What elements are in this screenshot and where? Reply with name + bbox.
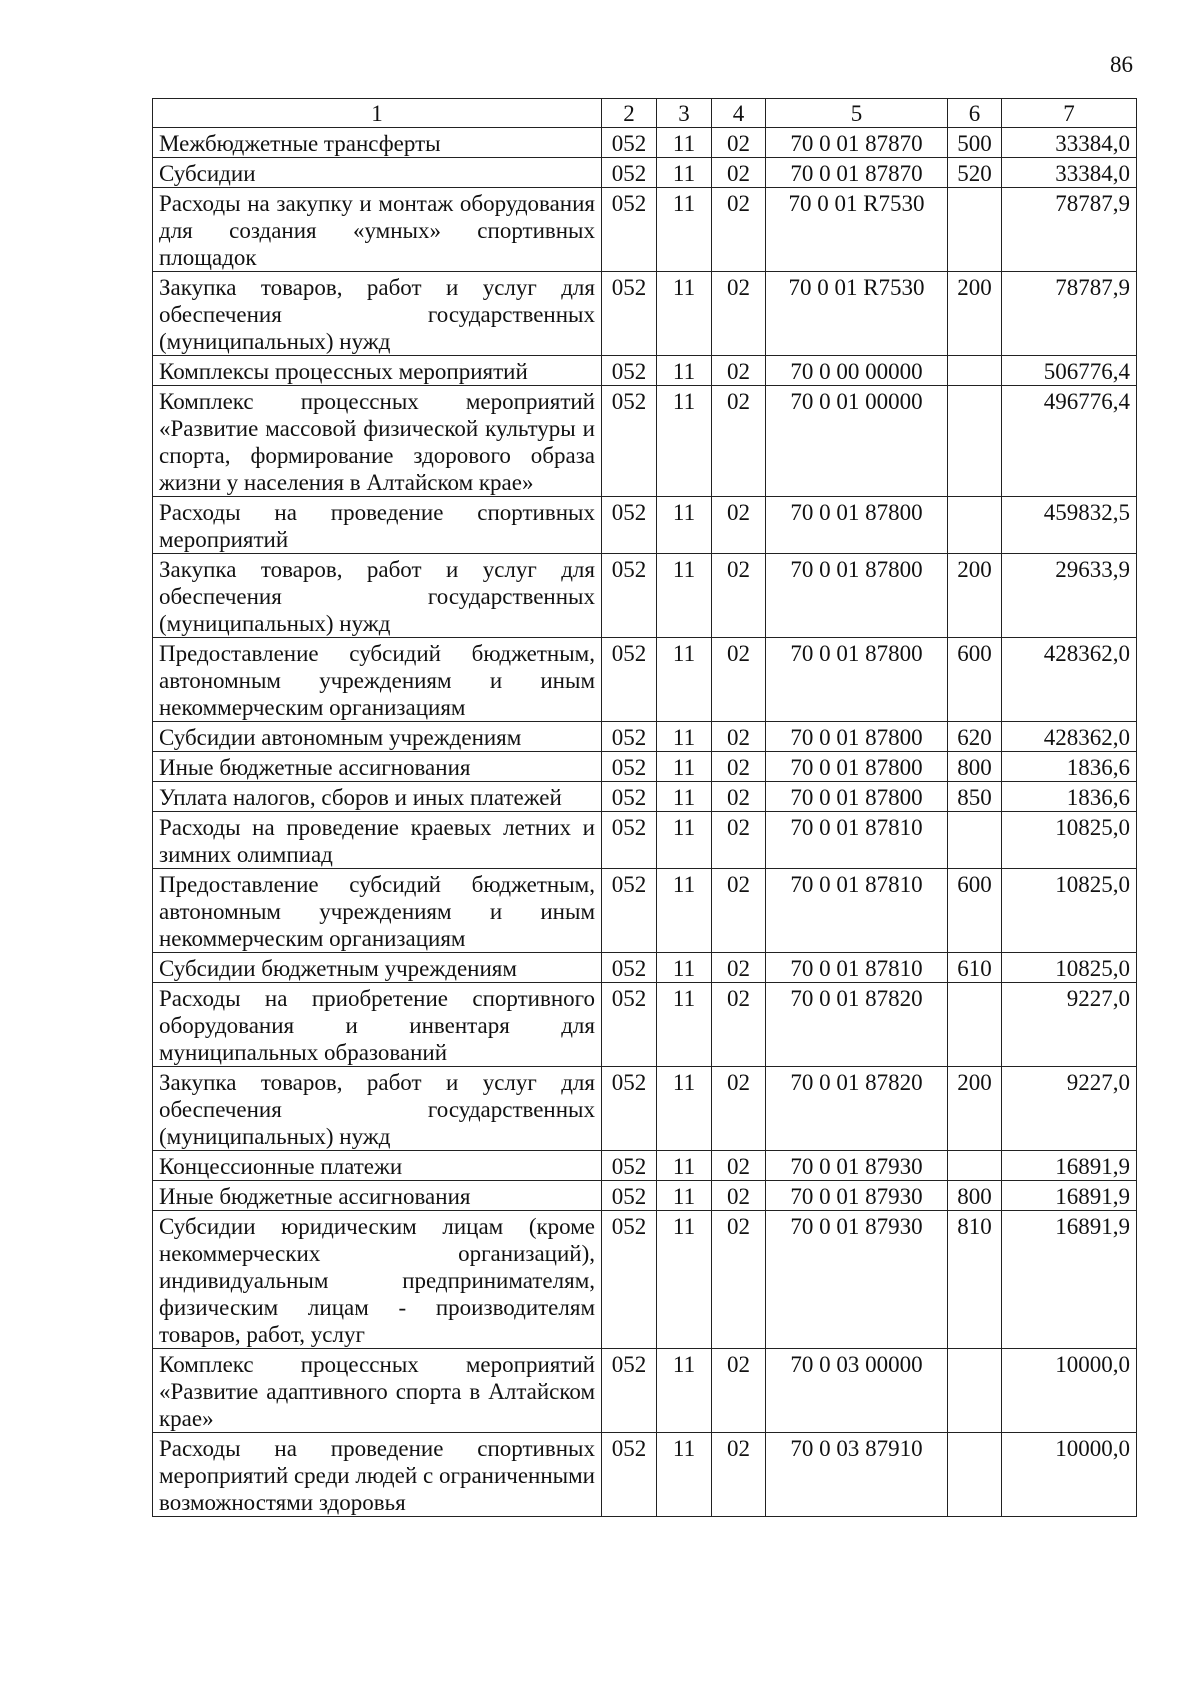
cell-subsection: 02: [712, 638, 766, 722]
cell-subsection: 02: [712, 812, 766, 869]
cell-admin-code: 052: [602, 1067, 657, 1151]
table-row: [153, 497, 1137, 554]
cell-target-code: 70 0 01 87870: [766, 158, 948, 188]
cell-amount: 428362,0: [1002, 638, 1137, 722]
cell-expense-type: [948, 497, 1002, 554]
table-row: [153, 983, 1137, 1067]
cell-subsection: 02: [712, 722, 766, 752]
cell-subsection: 02: [712, 1067, 766, 1151]
table-row: [153, 752, 1137, 782]
cell-amount: 459832,5: [1002, 497, 1137, 554]
cell-subsection: 02: [712, 983, 766, 1067]
cell-target-code: 70 0 00 00000: [766, 356, 948, 386]
cell-section: 11: [657, 554, 712, 638]
cell-subsection: 02: [712, 356, 766, 386]
cell-amount: 33384,0: [1002, 128, 1137, 158]
cell-target-code: 70 0 01 87930: [766, 1211, 948, 1349]
cell-expense-type: [948, 1433, 1002, 1517]
cell-subsection: 02: [712, 1151, 766, 1181]
cell-section: 11: [657, 188, 712, 272]
cell-amount: 506776,4: [1002, 356, 1137, 386]
cell-section: 11: [657, 983, 712, 1067]
cell-target-code: 70 0 01 87930: [766, 1181, 948, 1211]
cell-expense-type: [948, 983, 1002, 1067]
table-row: [153, 638, 1137, 722]
cell-name: Межбюджетные трансферты: [153, 128, 602, 158]
cell-amount: 428362,0: [1002, 722, 1137, 752]
table-row: [153, 386, 1137, 497]
table-row: [153, 1067, 1137, 1151]
cell-expense-type: [948, 812, 1002, 869]
cell-admin-code: 052: [602, 983, 657, 1067]
cell-subsection: 02: [712, 953, 766, 983]
cell-name: Расходы на проведение краевых летних и зимних олимпиад: [153, 812, 602, 869]
cell-section: 11: [657, 953, 712, 983]
cell-admin-code: 052: [602, 272, 657, 356]
cell-name: Комплекс процессных мероприятий «Развитие массовой физической культуры и спорта, формирование здорового образа жизни у населения в Алтайском крае»: [153, 386, 602, 497]
cell-target-code: 70 0 01 87800: [766, 782, 948, 812]
table-body: [153, 128, 1137, 1517]
cell-name: Субсидии бюджетным учреждениям: [153, 953, 602, 983]
cell-target-code: 70 0 01 87810: [766, 869, 948, 953]
cell-admin-code: 052: [602, 782, 657, 812]
cell-subsection: 02: [712, 782, 766, 812]
table-row: [153, 158, 1137, 188]
cell-expense-type: 810: [948, 1211, 1002, 1349]
cell-name: Субсидии юридическим лицам (кроме некоммерческих организаций), индивидуальным предпринимателям, физическим лицам - производителям товаров, работ, услуг: [153, 1211, 602, 1349]
cell-amount: 9227,0: [1002, 983, 1137, 1067]
page-number: 86: [1110, 52, 1133, 77]
cell-section: 11: [657, 1181, 712, 1211]
cell-target-code: 70 0 01 87870: [766, 128, 948, 158]
cell-admin-code: 052: [602, 1151, 657, 1181]
cell-subsection: 02: [712, 1349, 766, 1433]
cell-target-code: 70 0 01 00000: [766, 386, 948, 497]
cell-expense-type: 600: [948, 638, 1002, 722]
column-header: 7: [1002, 99, 1137, 128]
cell-name: Иные бюджетные ассигнования: [153, 1181, 602, 1211]
header-row: [153, 99, 1137, 128]
cell-name: Иные бюджетные ассигнования: [153, 752, 602, 782]
column-header: 2: [602, 99, 657, 128]
cell-expense-type: 200: [948, 1067, 1002, 1151]
cell-section: 11: [657, 722, 712, 752]
cell-subsection: 02: [712, 752, 766, 782]
cell-subsection: 02: [712, 128, 766, 158]
column-header: 6: [948, 99, 1002, 128]
cell-admin-code: 052: [602, 722, 657, 752]
cell-admin-code: 052: [602, 188, 657, 272]
cell-expense-type: 620: [948, 722, 1002, 752]
cell-amount: 33384,0: [1002, 158, 1137, 188]
cell-name: Расходы на проведение спортивных мероприятий: [153, 497, 602, 554]
table-row: [153, 272, 1137, 356]
table-row: [153, 1151, 1137, 1181]
cell-admin-code: 052: [602, 386, 657, 497]
cell-expense-type: 800: [948, 1181, 1002, 1211]
cell-section: 11: [657, 1433, 712, 1517]
cell-target-code: 70 0 01 R7530: [766, 272, 948, 356]
cell-amount: 496776,4: [1002, 386, 1137, 497]
cell-admin-code: 052: [602, 1211, 657, 1349]
column-header: 4: [712, 99, 766, 128]
cell-subsection: 02: [712, 1181, 766, 1211]
cell-subsection: 02: [712, 869, 766, 953]
cell-subsection: 02: [712, 497, 766, 554]
table-row: [153, 356, 1137, 386]
cell-name: Расходы на приобретение спортивного оборудования и инвентаря для муниципальных образований: [153, 983, 602, 1067]
cell-target-code: 70 0 01 87800: [766, 752, 948, 782]
cell-amount: 10825,0: [1002, 953, 1137, 983]
cell-expense-type: [948, 1349, 1002, 1433]
cell-expense-type: 200: [948, 554, 1002, 638]
cell-target-code: 70 0 01 87820: [766, 983, 948, 1067]
budget-table: [152, 98, 1137, 1517]
cell-subsection: 02: [712, 1211, 766, 1349]
cell-amount: 1836,6: [1002, 752, 1137, 782]
cell-section: 11: [657, 1211, 712, 1349]
cell-expense-type: 610: [948, 953, 1002, 983]
cell-name: Закупка товаров, работ и услуг для обеспечения государственных (муниципальных) нужд: [153, 272, 602, 356]
cell-subsection: 02: [712, 188, 766, 272]
cell-admin-code: 052: [602, 356, 657, 386]
cell-target-code: 70 0 03 00000: [766, 1349, 948, 1433]
column-header: 5: [766, 99, 948, 128]
cell-expense-type: 200: [948, 272, 1002, 356]
cell-admin-code: 052: [602, 128, 657, 158]
cell-amount: 29633,9: [1002, 554, 1137, 638]
table-row: [153, 782, 1137, 812]
cell-amount: 9227,0: [1002, 1067, 1137, 1151]
cell-expense-type: 800: [948, 752, 1002, 782]
cell-name: Комплексы процессных мероприятий: [153, 356, 602, 386]
table-row: [153, 188, 1137, 272]
cell-name: Расходы на закупку и монтаж оборудования для создания «умных» спортивных площадок: [153, 188, 602, 272]
cell-name: Закупка товаров, работ и услуг для обеспечения государственных (муниципальных) нужд: [153, 1067, 602, 1151]
table-row: [153, 722, 1137, 752]
cell-subsection: 02: [712, 158, 766, 188]
cell-name: Закупка товаров, работ и услуг для обеспечения государственных (муниципальных) нужд: [153, 554, 602, 638]
cell-section: 11: [657, 869, 712, 953]
cell-subsection: 02: [712, 1433, 766, 1517]
cell-section: 11: [657, 356, 712, 386]
cell-section: 11: [657, 812, 712, 869]
cell-section: 11: [657, 497, 712, 554]
cell-target-code: 70 0 01 87800: [766, 554, 948, 638]
cell-amount: 10825,0: [1002, 869, 1137, 953]
table-row: [153, 1349, 1137, 1433]
cell-expense-type: 850: [948, 782, 1002, 812]
cell-target-code: 70 0 01 87800: [766, 722, 948, 752]
cell-section: 11: [657, 1067, 712, 1151]
table-row: [153, 1211, 1137, 1349]
cell-amount: 78787,9: [1002, 272, 1137, 356]
column-header: 3: [657, 99, 712, 128]
cell-target-code: 70 0 01 87810: [766, 953, 948, 983]
cell-expense-type: [948, 386, 1002, 497]
cell-target-code: 70 0 01 87800: [766, 638, 948, 722]
cell-admin-code: 052: [602, 1349, 657, 1433]
table-row: [153, 554, 1137, 638]
table-row: [153, 869, 1137, 953]
cell-amount: 78787,9: [1002, 188, 1137, 272]
cell-admin-code: 052: [602, 554, 657, 638]
cell-name: Субсидии автономным учреждениям: [153, 722, 602, 752]
cell-amount: 16891,9: [1002, 1181, 1137, 1211]
cell-admin-code: 052: [602, 953, 657, 983]
cell-target-code: 70 0 03 87910: [766, 1433, 948, 1517]
cell-admin-code: 052: [602, 497, 657, 554]
table-row: [153, 1433, 1137, 1517]
table-row: [153, 812, 1137, 869]
cell-section: 11: [657, 1151, 712, 1181]
cell-name: Расходы на проведение спортивных мероприятий среди людей с ограниченными возможностями здоровья: [153, 1433, 602, 1517]
table-row: [153, 128, 1137, 158]
cell-target-code: 70 0 01 87930: [766, 1151, 948, 1181]
cell-admin-code: 052: [602, 752, 657, 782]
cell-section: 11: [657, 272, 712, 356]
cell-admin-code: 052: [602, 869, 657, 953]
cell-section: 11: [657, 782, 712, 812]
cell-amount: 10000,0: [1002, 1433, 1137, 1517]
cell-admin-code: 052: [602, 158, 657, 188]
cell-subsection: 02: [712, 272, 766, 356]
cell-amount: 10825,0: [1002, 812, 1137, 869]
cell-name: Уплата налогов, сборов и иных платежей: [153, 782, 602, 812]
table-row: [153, 953, 1137, 983]
cell-section: 11: [657, 386, 712, 497]
cell-amount: 10000,0: [1002, 1349, 1137, 1433]
cell-expense-type: 500: [948, 128, 1002, 158]
cell-section: 11: [657, 128, 712, 158]
cell-subsection: 02: [712, 554, 766, 638]
cell-name: Предоставление субсидий бюджетным, автономным учреждениям и иным некоммерческим организациям: [153, 638, 602, 722]
cell-target-code: 70 0 01 87820: [766, 1067, 948, 1151]
cell-target-code: 70 0 01 R7530: [766, 188, 948, 272]
cell-amount: 1836,6: [1002, 782, 1137, 812]
cell-section: 11: [657, 1349, 712, 1433]
cell-expense-type: [948, 1151, 1002, 1181]
cell-name: Предоставление субсидий бюджетным, автономным учреждениям и иным некоммерческим организациям: [153, 869, 602, 953]
cell-name: Комплекс процессных мероприятий «Развитие адаптивного спорта в Алтайском крае»: [153, 1349, 602, 1433]
cell-target-code: 70 0 01 87810: [766, 812, 948, 869]
cell-expense-type: 600: [948, 869, 1002, 953]
cell-section: 11: [657, 158, 712, 188]
column-header: 1: [153, 99, 602, 128]
cell-name: Концессионные платежи: [153, 1151, 602, 1181]
cell-admin-code: 052: [602, 638, 657, 722]
cell-expense-type: [948, 188, 1002, 272]
cell-target-code: 70 0 01 87800: [766, 497, 948, 554]
cell-subsection: 02: [712, 386, 766, 497]
cell-amount: 16891,9: [1002, 1211, 1137, 1349]
table-row: [153, 1181, 1137, 1211]
cell-admin-code: 052: [602, 1433, 657, 1517]
cell-expense-type: [948, 356, 1002, 386]
cell-admin-code: 052: [602, 812, 657, 869]
cell-amount: 16891,9: [1002, 1151, 1137, 1181]
cell-admin-code: 052: [602, 1181, 657, 1211]
cell-expense-type: 520: [948, 158, 1002, 188]
cell-name: Субсидии: [153, 158, 602, 188]
cell-section: 11: [657, 752, 712, 782]
cell-section: 11: [657, 638, 712, 722]
